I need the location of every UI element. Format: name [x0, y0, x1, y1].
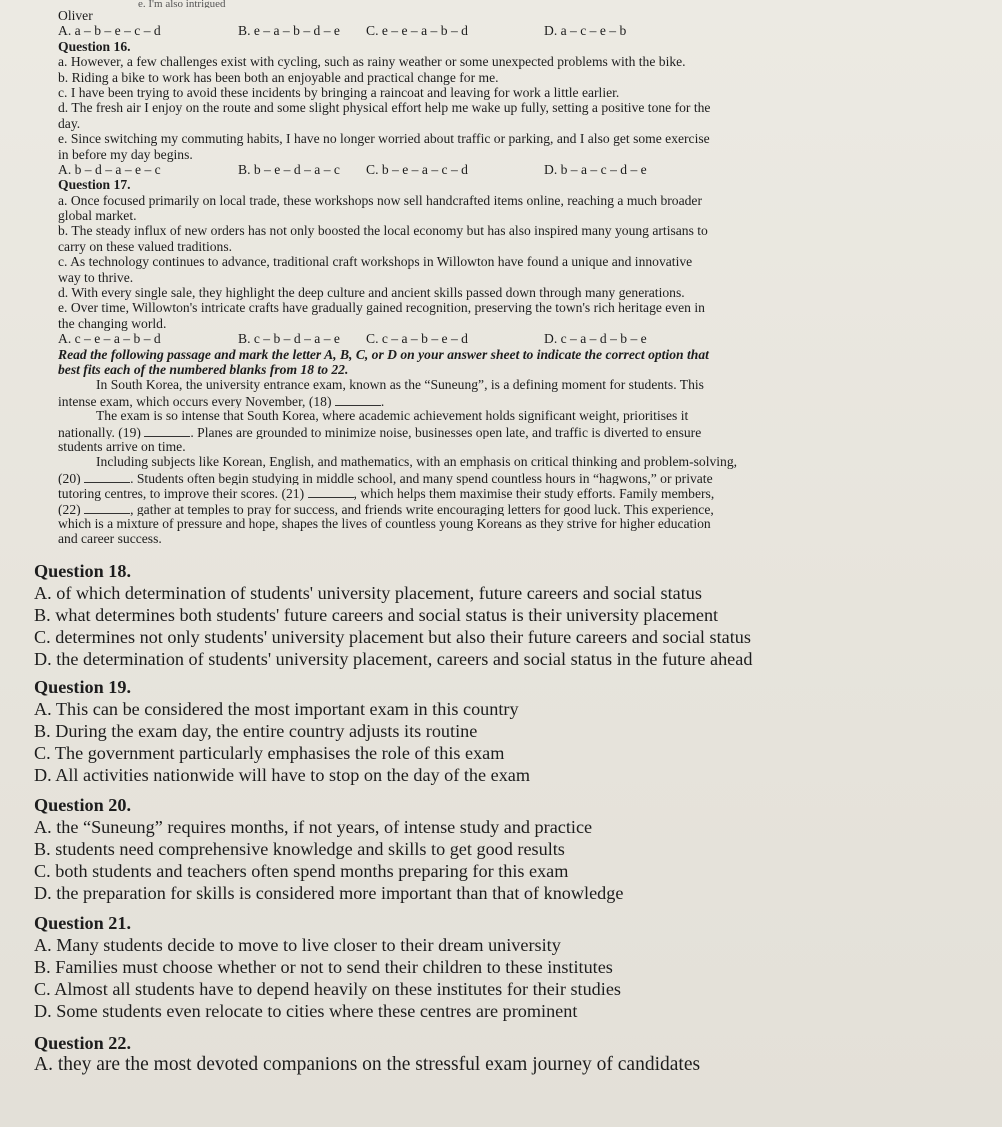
- q16-item: a. However, a few challenges exist with cycling, such as rainy weather or some unexpected problems with the bike.: [58, 54, 686, 70]
- q17-option-a: A. c – e – a – b – d: [58, 331, 161, 347]
- q16-option-a: A. b – d – a – e – c: [58, 161, 161, 177]
- q15-option-b: B. e – a – b – d – e: [238, 23, 340, 39]
- passage-line: The exam is so intense that South Korea, where academic achievement holds significant weight, prioritises it: [96, 408, 689, 424]
- q19-label: Question 19.: [34, 677, 132, 697]
- q18-label: Question 18.: [34, 561, 132, 581]
- instructions-line: Read the following passage and mark the letter A, B, C, or D on your answer sheet to indicate the correct option that: [58, 346, 709, 362]
- passage-line: nationally. (19) . Planes are grounded to minimize noise, businesses open late, and traffic is diverted to ensure: [58, 424, 702, 439]
- q17-item: d. With every single sale, they highlight the deep culture and ancient skills passed down through many generations.: [58, 285, 685, 301]
- q16-item: d. The fresh air I enjoy on the route and some slight physical effort help me wake up fully, setting a positive tone for the: [58, 100, 711, 116]
- passage-line: and career success.: [58, 531, 162, 547]
- passage-line: students arrive on time.: [58, 438, 186, 454]
- passage-line: tutoring centres, to improve their scores. (21) , which helps them maximise their study efforts. Family members,: [58, 486, 715, 501]
- q15-option-d: D. a – c – e – b: [544, 23, 627, 39]
- q17-options: [58, 331, 988, 346]
- passage-line: (22) , gather at temples to pray for success, and friends write encouraging letters for good luck. This experience,: [58, 501, 714, 516]
- q17-option-b: B. c – b – d – a – e: [238, 331, 340, 347]
- q17-option-c: C. c – a – b – e – d: [366, 331, 468, 347]
- q17-option-d: D. c – a – d – b – e: [544, 331, 647, 347]
- blank-22: [84, 501, 130, 514]
- header-name: Oliver: [58, 8, 93, 23]
- q21-option-d: D. Some students even relocate to cities where these centres are prominent: [34, 1001, 578, 1021]
- q17-item: the changing world.: [58, 315, 167, 331]
- q17-item: c. As technology continues to advance, traditional craft workshops in Willowton have found a unique and innovative: [58, 254, 693, 270]
- q17-item: carry on these valued traditions.: [58, 238, 233, 254]
- q15-options: [58, 23, 988, 38]
- blank-20: [84, 470, 130, 483]
- upper-section: [58, 0, 988, 547]
- q16-option-c: C. b – e – a – c – d: [366, 161, 468, 177]
- q19-option-c: C. The government particularly emphasises the role of this exam: [34, 743, 505, 763]
- q20-option-a: A. the “Suneung” requires months, if not years, of intense study and practice: [34, 817, 593, 837]
- questions-section: [34, 560, 994, 1076]
- q16-item: e. Since switching my commuting habits, I have no longer worried about traffic or parking, and I also get some exercise: [58, 131, 710, 147]
- q20-option-b: B. students need comprehensive knowledge and skills to get good results: [34, 839, 565, 859]
- q16-label: Question 16.: [58, 38, 131, 54]
- q21-label: Question 21.: [34, 913, 132, 933]
- q18-option-a: A. of which determination of students' university placement, future careers and social status: [34, 583, 702, 603]
- q22-option-a: A. they are the most devoted companions on the stressful exam journey of candidates: [34, 1054, 701, 1075]
- q17-item: global market.: [58, 208, 137, 224]
- q19-option-a: A. This can be considered the most important exam in this country: [34, 699, 519, 719]
- blank-19: [144, 424, 190, 437]
- passage-line: Including subjects like Korean, English, and mathematics, with an emphasis on critical thinking and problem-solving,: [96, 454, 738, 470]
- q20-label: Question 20.: [34, 795, 132, 815]
- header-fragment: e. I'm also intrigued: [138, 0, 226, 8]
- q17-item: a. Once focused primarily on local trade, these workshops now sell handcrafted items online, reaching a much broader: [58, 192, 702, 208]
- q17-label: Question 17.: [58, 177, 131, 193]
- q21-option-a: A. Many students decide to move to live closer to their dream university: [34, 935, 561, 955]
- q20-option-d: D. the preparation for skills is considered more important than that of knowledge: [34, 883, 624, 903]
- blank-21: [308, 485, 354, 498]
- q19-option-b: B. During the exam day, the entire country adjusts its routine: [34, 721, 478, 741]
- q18-option-d: D. the determination of students' university placement, careers and social status in the future ahead: [34, 649, 753, 669]
- q16-item: in before my day begins.: [58, 146, 193, 162]
- q21-option-b: B. Families must choose whether or not to send their children to these institutes: [34, 957, 613, 977]
- q21-option-c: C. Almost all students have to depend heavily on these institutes for their studies: [34, 979, 621, 999]
- passage-line: In South Korea, the university entrance exam, known as the “Suneung”, is a defining moment for students. This: [96, 377, 704, 393]
- q18-option-c: C. determines not only students' university placement but also their future careers and social status: [34, 627, 751, 647]
- q15-option-a: A. a – b – e – c – d: [58, 23, 161, 39]
- q15-option-c: C. e – e – a – b – d: [366, 23, 468, 39]
- q16-options: [58, 162, 988, 177]
- q18-option-b: B. what determines both students' future careers and social status is their university placement: [34, 605, 719, 625]
- instructions-line: best fits each of the numbered blanks from 18 to 22.: [58, 361, 349, 377]
- q17-item: e. Over time, Willowton's intricate crafts have gradually gained recognition, preserving the town's rich heritage even in: [58, 300, 705, 316]
- passage-line: which is a mixture of pressure and hope, shapes the lives of countless young Koreans as they strive for higher education: [58, 515, 711, 531]
- q19-option-d: D. All activities nationwide will have to stop on the day of the exam: [34, 765, 531, 785]
- q17-item: b. The steady influx of new orders has not only boosted the local economy but has also inspired many young artisans to: [58, 223, 708, 239]
- q20-option-c: C. both students and teachers often spend months preparing for this exam: [34, 861, 569, 881]
- blank-18: [335, 393, 381, 406]
- q16-option-d: D. b – a – c – d – e: [544, 161, 647, 177]
- q22-label: Question 22.: [34, 1033, 132, 1053]
- q16-item: b. Riding a bike to work has been both an enjoyable and practical change for me.: [58, 69, 499, 85]
- q16-item: c. I have been trying to avoid these incidents by bringing a raincoat and leaving for work a little earlier.: [58, 84, 620, 100]
- passage-line: intense exam, which occurs every November, (18) .: [58, 393, 385, 409]
- q16-item: day.: [58, 115, 81, 131]
- q17-item: way to thrive.: [58, 269, 134, 285]
- passage-line: (20) . Students often begin studying in middle school, and many spend countless hours in “hagwons,” or private: [58, 470, 713, 486]
- q16-option-b: B. b – e – d – a – c: [238, 161, 340, 177]
